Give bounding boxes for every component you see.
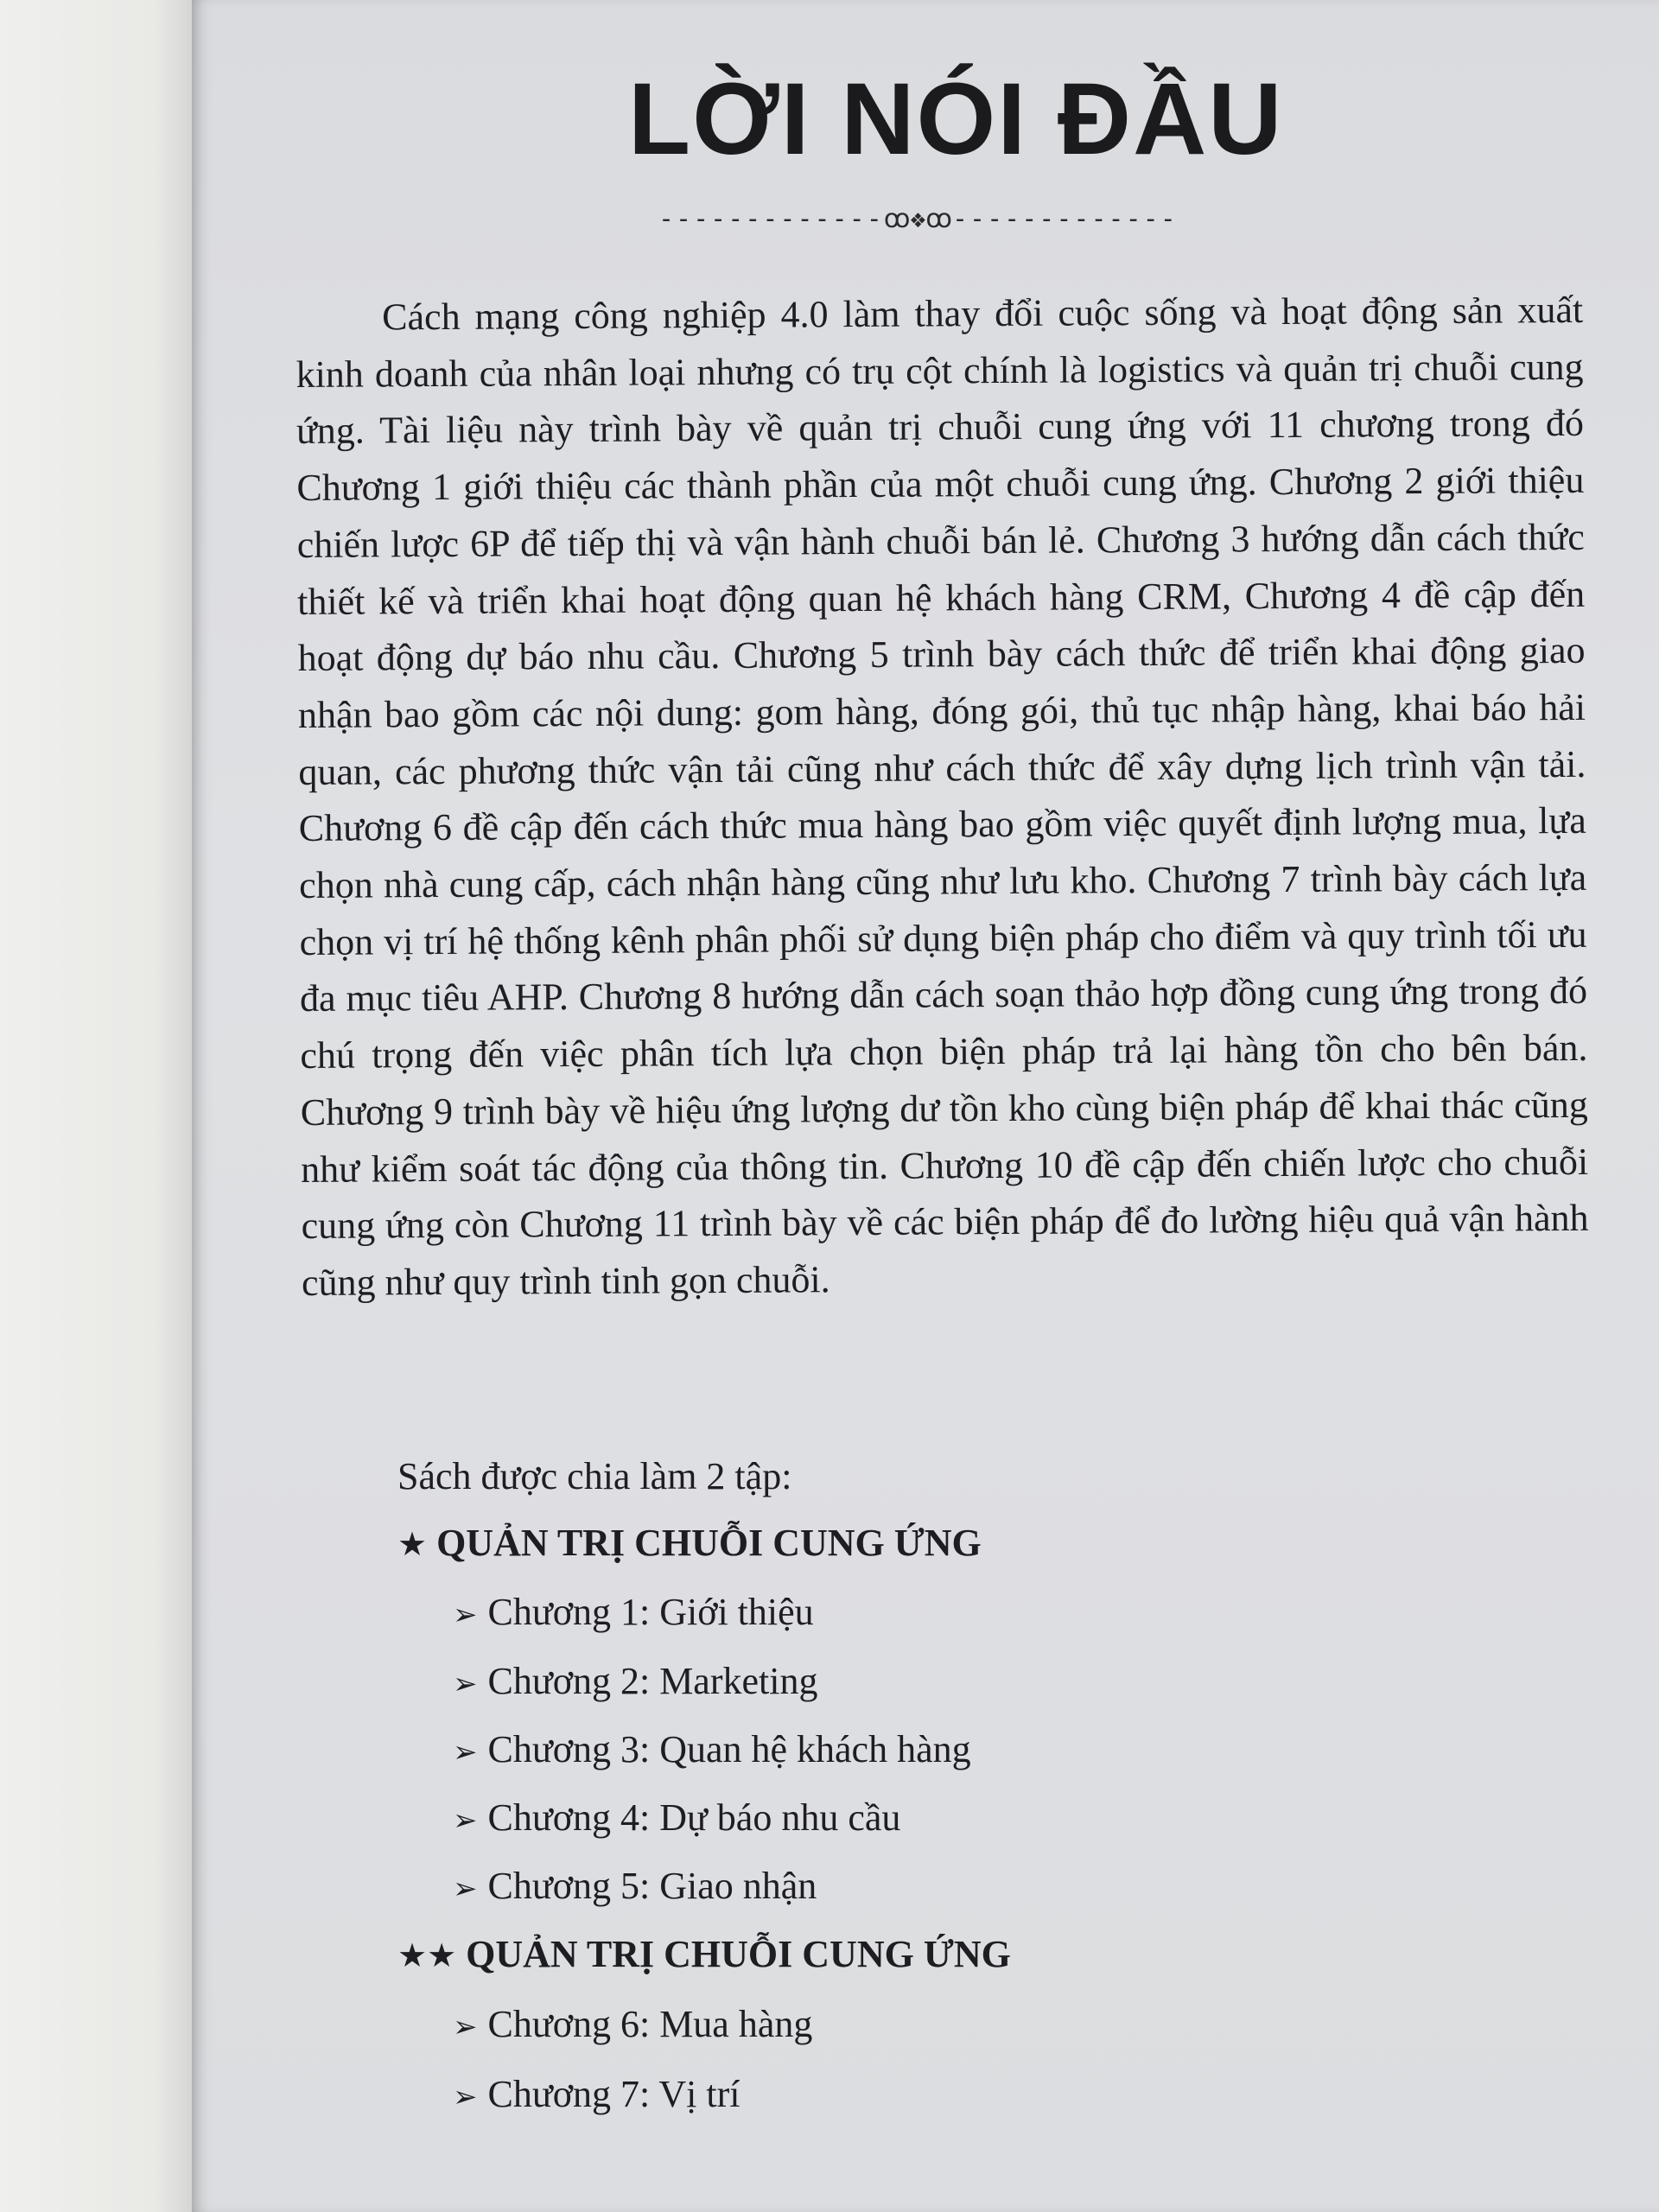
chapter-label: Chương 6: Mua hàng xyxy=(487,2003,813,2045)
arrow-bullet-icon: ➢ xyxy=(453,2080,478,2114)
volume-1-title: QUẢN TRỊ CHUỖI CUNG ỨNG xyxy=(436,1522,982,1564)
ornament-dashes-left: ------------- xyxy=(658,204,884,234)
chapter-label: Chương 7: Vị trí xyxy=(487,2073,741,2115)
chapter-item xyxy=(453,2002,812,2046)
ornament-dashes-right: ------------- xyxy=(952,204,1178,234)
chapter-item xyxy=(453,1864,817,1908)
chapter-label: Chương 5: Giao nhận xyxy=(487,1865,817,1907)
double-star-icon: ★★ xyxy=(397,1936,457,1974)
chapter-label: Chương 4: Dự báo nhu cầu xyxy=(487,1796,901,1839)
arrow-bullet-icon: ➢ xyxy=(453,1803,478,1838)
arrow-bullet-icon: ➢ xyxy=(453,1667,478,1701)
chapter-item xyxy=(453,1590,814,1634)
volume-2-heading xyxy=(397,1932,1011,1976)
star-icon: ★ xyxy=(397,1525,428,1563)
chapter-label: Chương 2: Marketing xyxy=(487,1660,818,1702)
volume-1-heading xyxy=(397,1521,982,1565)
arrow-bullet-icon: ➢ xyxy=(453,1872,478,1906)
ornament-flourish: ꝏ❖ꝏ xyxy=(883,204,952,234)
arrow-bullet-icon: ➢ xyxy=(453,2010,478,2044)
chapter-item xyxy=(453,1796,900,1840)
chapter-label: Chương 1: Giới thiệu xyxy=(487,1591,814,1633)
arrow-bullet-icon: ➢ xyxy=(453,1598,478,1632)
page-title: LỜI NÓI ĐẦU xyxy=(628,62,1284,176)
chapter-item xyxy=(453,1659,817,1703)
title-ornament xyxy=(658,204,1402,234)
chapter-item xyxy=(453,1727,971,1771)
facing-page-edge xyxy=(0,0,192,2212)
chapter-label: Chương 3: Quan hệ khách hàng xyxy=(487,1728,971,1770)
book-page xyxy=(192,0,1659,2212)
arrow-bullet-icon: ➢ xyxy=(453,1735,478,1770)
volume-2-title: QUẢN TRỊ CHUỖI CUNG ỨNG xyxy=(466,1933,1011,1975)
chapter-item xyxy=(453,2072,741,2116)
intro-paragraph: Cách mạng công nghiệp 4.0 làm thay đổi cuộc sống và hoạt động sản xuất kinh doanh của nhân loại nhưng có trụ cột chính là logistics và quản trị chuỗi cung ứng. Tài liệu này trình bày về quản trị chuỗi cung ứng với 11 chương trong đó Chương 1 giới thiệu các thành phần của một chuỗi cung ứng. Chương 2 giới thiệu chiến lược 6P để tiếp thị và vận hành chuỗi bán lẻ. Chương 3 hướng dẫn cách thức thiết kế và triển khai hoạt động quan hệ khách hàng CRM, Chương 4 đề cập đến hoạt động dự báo nhu cầu. Chương 5 trình bày cách thức để triển khai động giao nhận bao gồm các nội dung: gom hàng, đóng gói, thủ tục nhập hàng, khai báo hải quan, các phương thức vận tải cũng như cách thức để xây dựng lịch trình vận tải. Chương 6 đề cập đến cách thức mua hàng bao gồm việc quyết định lượng mua, lựa chọn nhà cung cấp, cách nhận hàng cũng như lưu kho. Chương 7 trình bày cách lựa chọn vị trí hệ thống kênh phân phối sử dụng biện pháp cho điểm và quy trình tối ưu đa mục tiêu AHP. Chương 8 hướng dẫn cách soạn thảo hợp đồng cung ứng trong đó chú trọng đến việc phân tích lựa chọn biện pháp trả lại hàng tồn cho bên bán. Chương 9 trình bày về hiệu ứng lượng dư tồn kho cùng biện pháp để khai thác cũng như kiểm soát tác động của thông tin. Chương 10 đề cập đến chiến lược cho chuỗi cung ứng còn Chương 11 trình bày về các biện pháp để đo lường hiệu quả vận hành cũng như quy trình tinh gọn chuỗi. xyxy=(296,288,1589,1304)
volume-split-sentence: Sách được chia làm 2 tập: xyxy=(397,1455,792,1497)
